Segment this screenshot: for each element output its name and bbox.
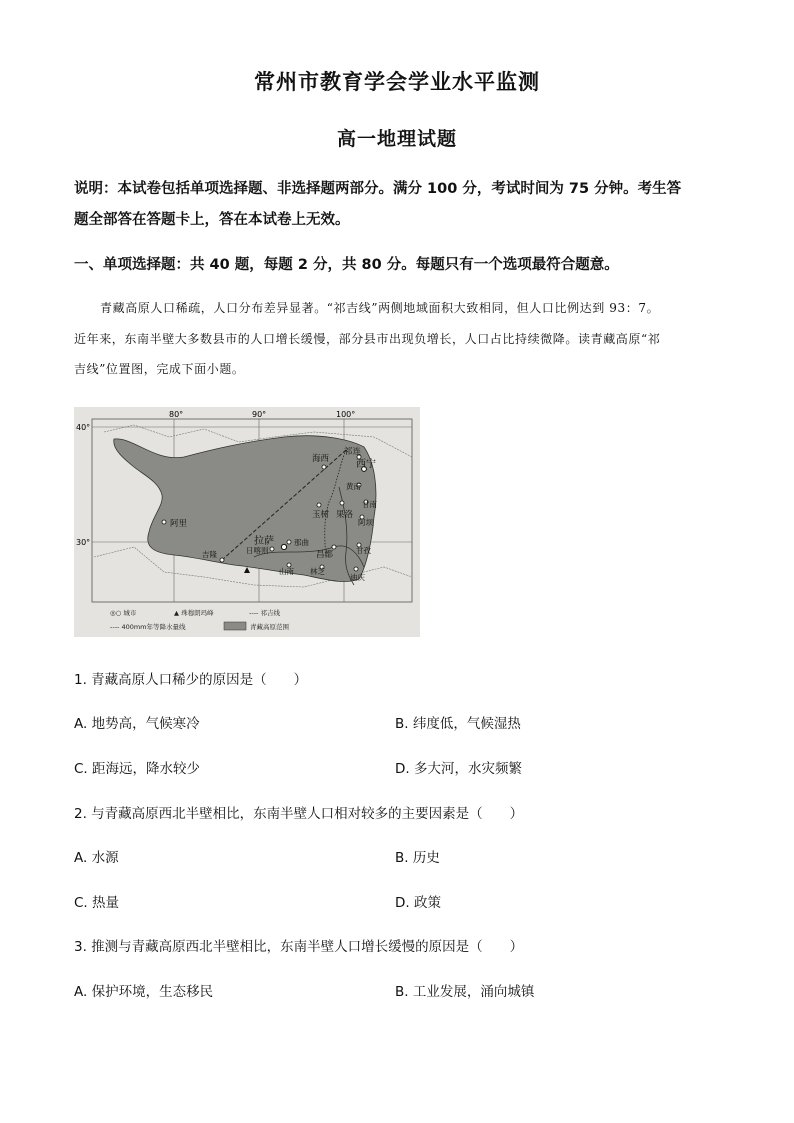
question-2-option-d: D. 政策 <box>395 895 441 911</box>
legend-peak: ▲ 珠穆朗玛峰 <box>174 609 214 617</box>
question-3-option-a: A. 保护环境，生态移民 <box>74 984 214 1000</box>
city-label: 甘南 <box>362 500 377 509</box>
question-2-stem: 2. 与青藏高原西北半壁相比，东南半壁人口相对较多的主要因素是（ ） <box>74 806 524 822</box>
legend-city: ◎○ 城市 <box>110 609 137 617</box>
city-marker <box>322 465 326 469</box>
city-label: 玉树 <box>312 510 330 520</box>
lat-label: 30° <box>76 538 91 547</box>
lon-label: 80° <box>169 410 184 419</box>
city-label: 祁连 <box>344 447 362 457</box>
city-label: 迪庆 <box>350 573 365 582</box>
city-label: 果洛 <box>336 510 354 520</box>
city-label: 海西 <box>312 454 330 464</box>
city-marker <box>332 545 336 549</box>
instructions-line-2: 题全部答在答题卡上，答在本试卷上无效。 <box>74 212 350 228</box>
exam-subtitle: 高一地理试题 <box>336 128 457 150</box>
question-2-option-c: C. 热量 <box>74 895 120 911</box>
city-marker <box>281 544 286 549</box>
question-1-option-d: D. 多大河，水灾频繁 <box>395 761 522 777</box>
city-label: 林芝 <box>310 567 325 576</box>
city-marker <box>340 501 344 505</box>
city-label: 山南 <box>279 567 294 576</box>
question-1-option-a: A. 地势高，气候寒冷 <box>74 716 200 732</box>
city-label: 西宁 <box>356 459 376 470</box>
question-1-stem: 1. 青藏高原人口稀少的原因是（ ） <box>74 672 308 688</box>
city-marker <box>317 503 321 507</box>
question-3-option-b: B. 工业发展，涌向城镇 <box>395 984 535 1000</box>
qiji-line-map <box>74 407 420 637</box>
question-1-option-c: C. 距海远，降水较少 <box>74 761 201 777</box>
lat-label: 40° <box>76 423 91 432</box>
section-heading: 一、单项选择题：共 40 题，每题 2 分，共 80 分。每题只有一个选项最符合题意。 <box>74 257 619 273</box>
legend-range: 青藏高原范围 <box>250 623 289 631</box>
city-label: 拉萨 <box>254 536 274 547</box>
city-label: 吉隆 <box>202 550 217 559</box>
city-label: 日喀则 <box>246 546 269 555</box>
question-2-option-a: A. 水源 <box>74 850 119 866</box>
city-marker <box>220 558 224 562</box>
city-label: 甘孜 <box>356 546 371 555</box>
city-label: 那曲 <box>294 538 309 547</box>
passage-line-3: 吉线”位置图，完成下面小题。 <box>74 362 245 376</box>
legend-isohyet: ---- 400mm年等降水量线 <box>110 623 186 631</box>
lon-label: 100° <box>336 410 356 419</box>
instructions-line-1: 说明：本试卷包括单项选择题、非选择题两部分。满分 100 分，考试时间为 75 分钟。考生答 <box>74 181 682 197</box>
question-1-option-b: B. 纬度低，气候湿热 <box>395 716 521 732</box>
exam-title: 常州市教育学会学业水平监测 <box>254 69 540 94</box>
city-label: 黄南 <box>346 482 361 491</box>
city-marker <box>354 567 358 571</box>
question-2-option-b: B. 历史 <box>395 850 440 866</box>
passage-line-1: 青藏高原人口稀疏，人口分布差异显著。“祁吉线”两侧地域面积大致相同，但人口比例达到 93：7。 <box>100 301 660 315</box>
legend-range-swatch <box>224 622 246 630</box>
city-marker <box>270 547 274 551</box>
city-label: 阿坝 <box>358 518 373 527</box>
passage-line-2: 近年来，东南半壁大多数县市的人口增长缓慢，部分县市出现负增长，人口占比持续微降。读青藏高原“祁 <box>74 332 661 346</box>
city-marker <box>287 540 291 544</box>
city-label: 阿里 <box>170 519 188 529</box>
city-label: 昌都 <box>316 550 334 560</box>
legend-qiji: ---- 祁吉线 <box>249 609 280 617</box>
city-marker <box>162 520 166 524</box>
lon-label: 90° <box>252 410 267 419</box>
question-3-stem: 3. 推测与青藏高原西北半壁相比，东南半壁人口增长缓慢的原因是（ ） <box>74 939 524 955</box>
